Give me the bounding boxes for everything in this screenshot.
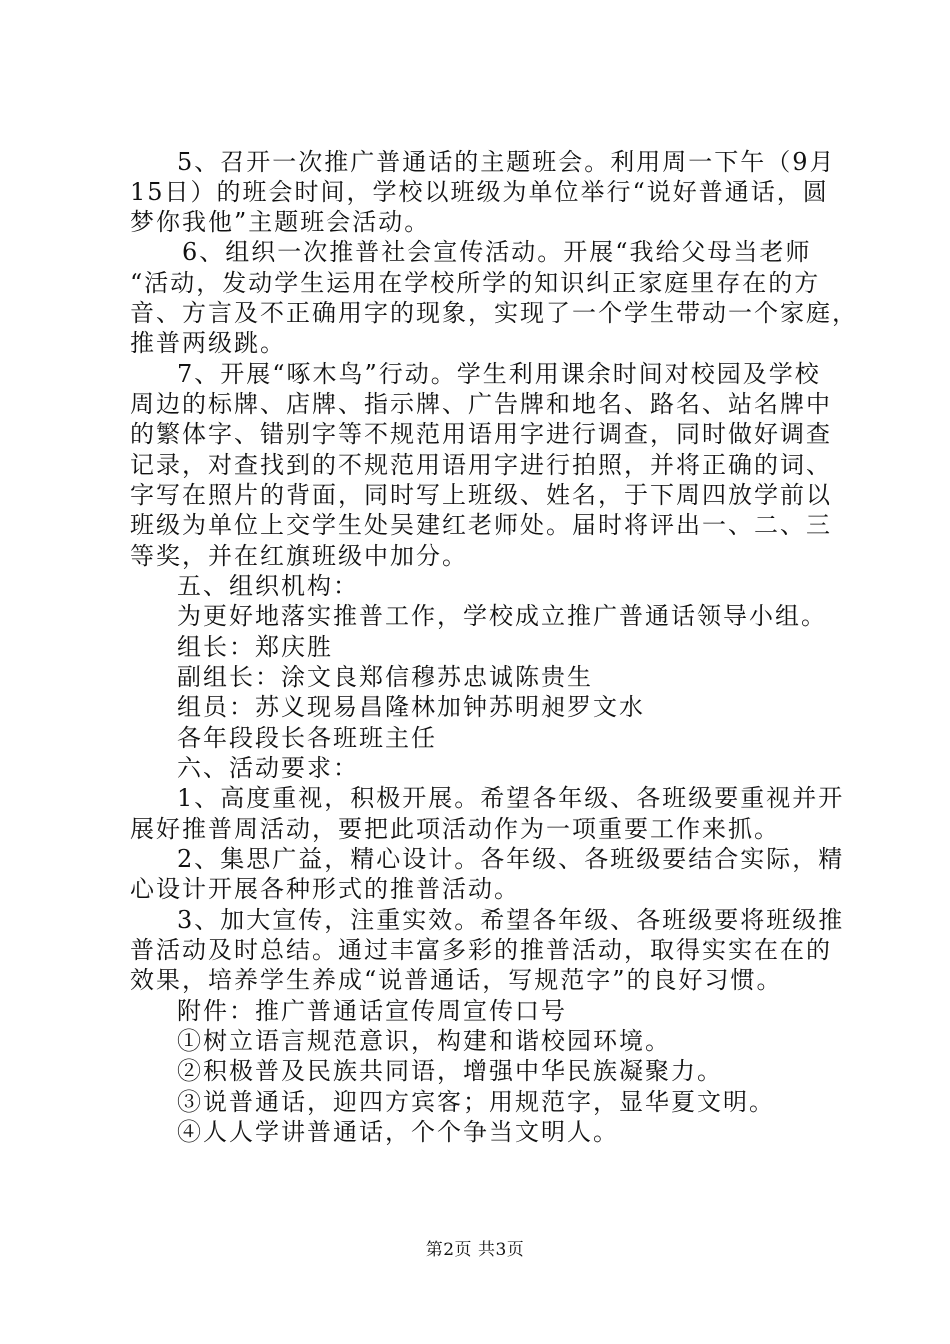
paragraph-line: 班级为单位上交学生处吴建红老师处。届时将评出一、二、三 bbox=[130, 511, 832, 539]
paragraph-line: 15日）的班会时间，学校以班级为单位举行“说好普通话，圆 bbox=[130, 178, 829, 206]
paragraph-line: 副组长：涂文良郑信穆苏忠诚陈贵生 bbox=[177, 663, 593, 691]
paragraph-line: 效果，培养学生养成“说普通话，写规范字”的良好习惯。 bbox=[130, 966, 783, 994]
paragraph-line: 记录，对查找到的不规范用语用字进行拍照，并将正确的词、 bbox=[130, 451, 832, 479]
paragraph-line: 6、组织一次推普社会宣传活动。开展“我给父母当老师 bbox=[182, 238, 812, 266]
list-item: ②积极普及民族共同语，增强中华民族凝聚力。 bbox=[177, 1057, 723, 1085]
paragraph-line: 组员：苏义现易昌隆林加钟苏明昶罗文水 bbox=[177, 693, 645, 721]
paragraph-line: 推普两级跳。 bbox=[130, 329, 286, 357]
paragraph-line: 5、召开一次推广普通话的主题班会。利用周一下午（9月 bbox=[177, 148, 836, 176]
paragraph-line: 普活动及时总结。通过丰富多彩的推普活动，取得实实在在的 bbox=[130, 936, 832, 964]
paragraph-line: 附件：推广普通话宣传周宣传口号 bbox=[177, 997, 567, 1025]
paragraph-line: 组长：郑庆胜 bbox=[177, 633, 333, 661]
paragraph-line: 梦你我他”主题班会活动。 bbox=[130, 208, 431, 236]
paragraph-line: 字写在照片的背面，同时写上班级、姓名，于下周四放学前以 bbox=[130, 481, 832, 509]
paragraph-line: 2、集思广益，精心设计。各年级、各班级要结合实际，精 bbox=[177, 845, 845, 873]
paragraph-line: 7、开展“啄木鸟”行动。学生利用课余时间对校园及学校 bbox=[177, 360, 821, 388]
paragraph-line: 心设计开展各种形式的推普活动。 bbox=[130, 875, 520, 903]
paragraph-line: 音、方言及不正确用字的现象，实现了一个学生带动一个家庭， bbox=[130, 299, 858, 327]
paragraph-line: 等奖，并在红旗班级中加分。 bbox=[130, 542, 468, 570]
list-item: ④人人学讲普通话，个个争当文明人。 bbox=[177, 1118, 619, 1146]
paragraph-line: 展好推普周活动，要把此项活动作为一项重要工作来抓。 bbox=[130, 815, 780, 843]
list-item: ③说普通话，迎四方宾客；用规范字，显华夏文明。 bbox=[177, 1088, 775, 1116]
paragraph-line: “活动，发动学生运用在学校所学的知识纠正家庭里存在的方 bbox=[130, 269, 821, 297]
page-number-footer: 第2页 共3页 bbox=[425, 1240, 525, 1260]
section-heading: 五、组织机构： bbox=[177, 572, 359, 600]
paragraph-line: 周边的标牌、店牌、指示牌、广告牌和地名、路名、站名牌中 bbox=[130, 390, 832, 418]
paragraph-line: 1、高度重视，积极开展。希望各年级、各班级要重视并开 bbox=[177, 784, 845, 812]
paragraph-line: 的繁体字、错别字等不规范用语用字进行调查，同时做好调查 bbox=[130, 420, 832, 448]
list-item: ①树立语言规范意识，构建和谐校园环境。 bbox=[177, 1027, 671, 1055]
section-heading: 六、活动要求： bbox=[177, 754, 359, 782]
paragraph-line: 3、加大宣传，注重实效。希望各年级、各班级要将班级推 bbox=[177, 906, 845, 934]
paragraph-line: 各年段段长各班班主任 bbox=[177, 724, 437, 752]
paragraph-line: 为更好地落实推普工作，学校成立推广普通话领导小组。 bbox=[177, 602, 827, 630]
